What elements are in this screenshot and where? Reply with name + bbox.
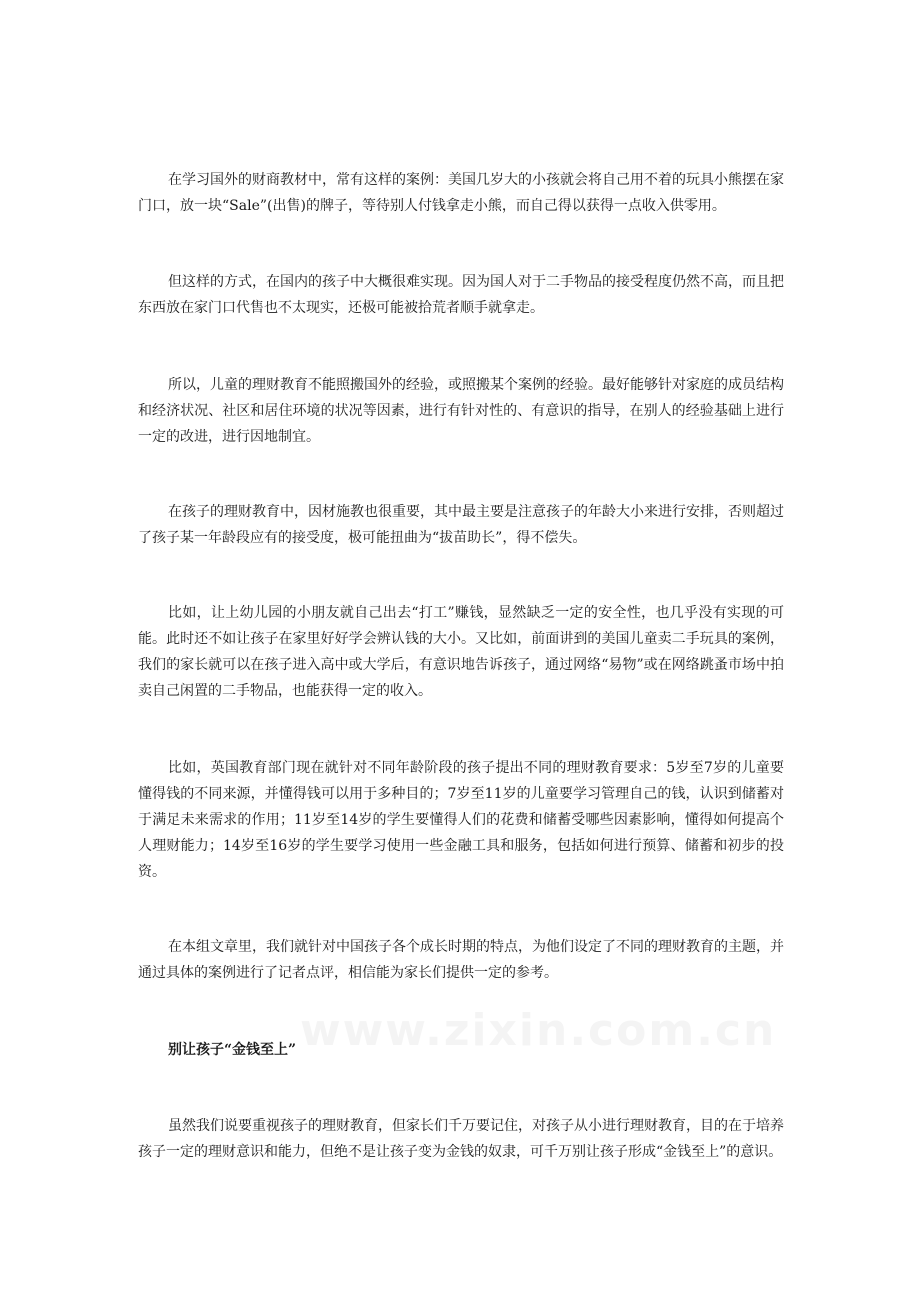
watermark: www.zixin.com.cn [300,1005,777,1056]
paragraph-7: 在本组文章里，我们就针对中国孩子各个成长时期的特点，为他们设定了不同的理财教育的主题，并通过具体的案例进行了记者点评，相信能为家长们提供一定的参考。 [138,939,784,981]
paragraph-2: 但这样的方式，在国内的孩子中大概很难实现。因为国人对于二手物品的接受程度仍然不高，而且把东西放在家门口代售也不太现实，还极可能被拾荒者顺手就拿走。 [138,274,784,316]
paragraph-3: 所以，儿童的理财教育不能照搬国外的经验，或照搬某个案例的经验。最好能够针对家庭的成员结构和经济状况、社区和居住环境的状况等因素，进行有针对性的、有意识的指导，在别人的经验基础上进行一定的改进，进行因地制宜。 [138,377,784,445]
paragraph-1: 在学习国外的财商教材中，常有这样的案例：美国几岁大的小孩就会将自己用不着的玩具小熊摆在家门口，放一块“Sale”(出售)的牌子，等待别人付钱拿走小熊，而自己得以获得一点收入供零用。 [138,172,784,214]
paragraph-8: 虽然我们说要重视孩子的理财教育，但家长们千万要记住，对孩子从小进行理财教育，目的在于培养孩子一定的理财意识和能力，但绝不是让孩子变为金钱的奴隶，可千万别让孩子形成“金钱至上”的意识。 [138,1118,784,1160]
paragraph-5: 比如，让上幼儿园的小朋友就自己出去“打工”赚钱，显然缺乏一定的安全性，也几乎没有实现的可能。此时还不如让孩子在家里好好学会辨认钱的大小。又比如，前面讲到的美国儿童卖二手玩具的案例，我们的家长就可以在孩子进入高中或大学后，有意识地告诉孩子，通过网络“易物”或在网络跳蚤市场中拍卖自己闲置的二手物品，也能获得一定的收入。 [138,605,784,699]
paragraph-4: 在孩子的理财教育中，因材施教也很重要，其中最主要是注意孩子的年龄大小来进行安排，否则超过了孩子某一年龄段应有的接受度，极可能扭曲为“拔苗助长”，得不偿失。 [138,504,784,546]
section-heading: 别让孩子“金钱至上” [168,1042,297,1058]
paragraph-6: 比如，英国教育部门现在就针对不同年龄阶段的孩子提出不同的理财教育要求：5岁至7岁的儿童要懂得钱的不同来源，并懂得钱可以用于多种目的；7岁至11岁的儿童要学习管理自己的钱，认识到储蓄对于满足未来需求的作用；11岁至14岁的学生要懂得人们的花费和储蓄受哪些因素影响，懂得如何提高个人理财能力；14岁至16岁的学生要学习使用一些金融工具和服务，包括如何进行预算、储蓄和初步的投资。 [138,760,784,880]
